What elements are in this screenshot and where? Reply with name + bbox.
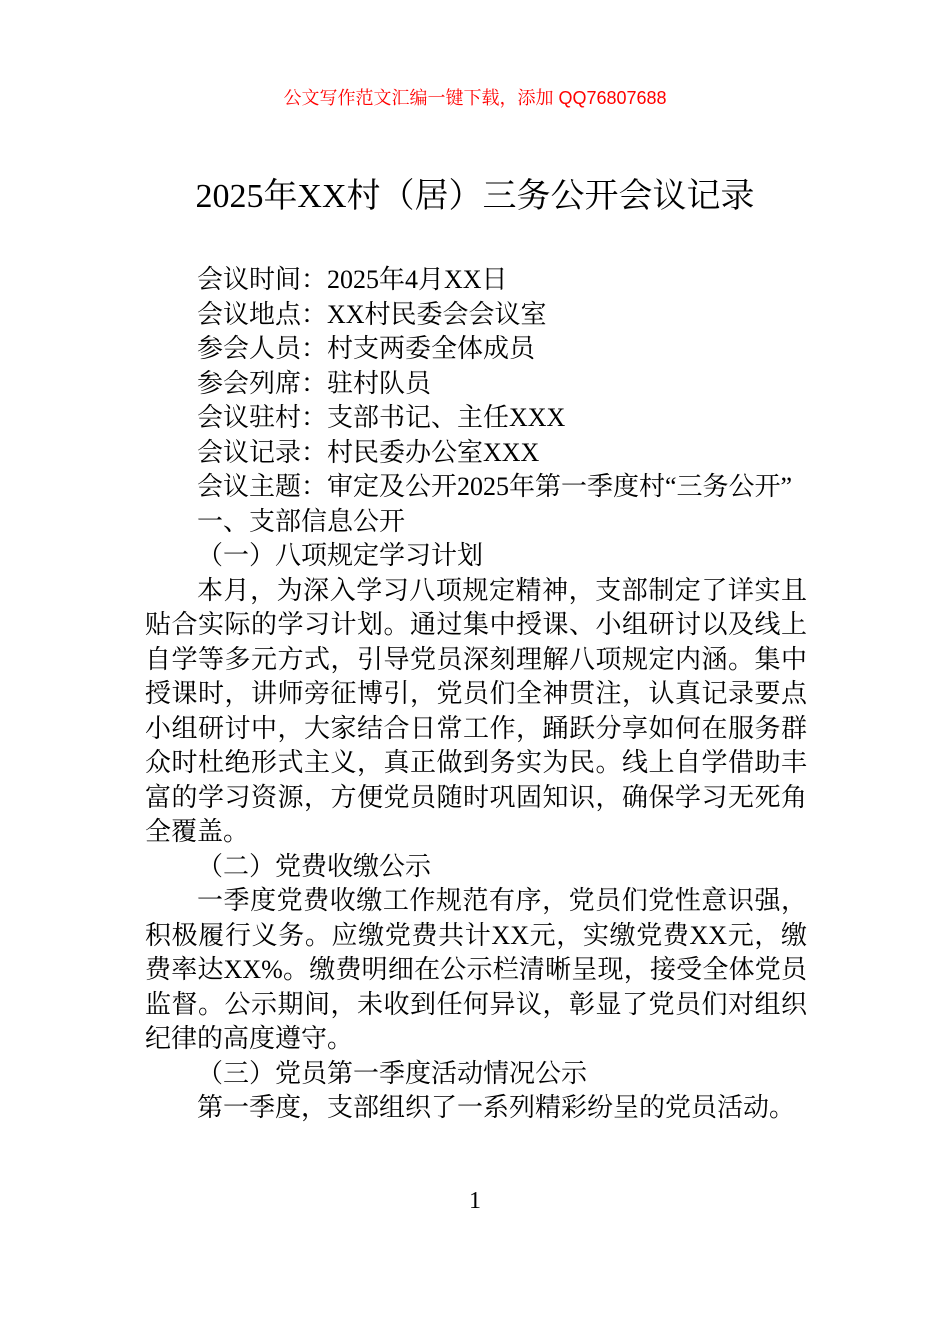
watermark-text: 公文写作范文汇编一键下载，添加 QQ76807688 (283, 88, 667, 108)
paragraph: 一季度党费收缴工作规范有序，党员们党性意识强，积极履行义务。应缴党费共计XX元，实缴党费XX元，缴费率达XX%。缴费明细在公示栏清晰呈现，接受全体党员监督。公示期间，未收到任何异议，彰显了党员们对组织纪律的高度遵守。 (145, 886, 807, 1053)
paragraph: 本月，为深入学习八项规定精神，支部制定了详实且贴合实际的学习计划。通过集中授课、小组研讨以及线上自学等多元方式，引导党员深刻理解八项规定内涵。集中授课时，讲师旁征博引，党员们全神贯注，认真记录要点小组研讨中，大家结合日常工作，踊跃分享如何在服务群众时杜绝形式主义，真正做到务实为民。线上自学借助丰富的学习资源，方便党员随时巩固知识，确保学习无死角全覆盖。 (145, 575, 807, 846)
subsection-heading: （二）党费收缴公示 (197, 851, 432, 881)
meta-observers: 参会列席：驻村队员 (197, 368, 432, 398)
meta-attendees: 参会人员：村支两委全体成员 (197, 334, 536, 363)
document-body (145, 263, 807, 1126)
document-title: 2025年XX村（居）三务公开会议记录 (195, 178, 755, 215)
meta-location: 会议地点：XX村民委会会议室 (197, 299, 547, 329)
section-heading: 一、支部信息公开 (197, 506, 406, 536)
meta-topic: 会议主题：审定及公开2025年第一季度村“三务公开” (197, 472, 793, 501)
meta-chair: 会议驻村：支部书记、主任XXX (197, 403, 566, 432)
page-number: 1 (469, 1188, 481, 1214)
subsection-heading: （一）八项规定学习计划 (197, 541, 484, 570)
meta-recorder: 会议记录：村民委办公室XXX (197, 437, 540, 467)
paragraph: 第一季度，支部组织了一系列精彩纷呈的党员活动。 (197, 1093, 796, 1122)
subsection-heading: （三）党员第一季度活动情况公示 (197, 1058, 588, 1088)
meta-time: 会议时间：2025年4月XX日 (197, 265, 508, 294)
